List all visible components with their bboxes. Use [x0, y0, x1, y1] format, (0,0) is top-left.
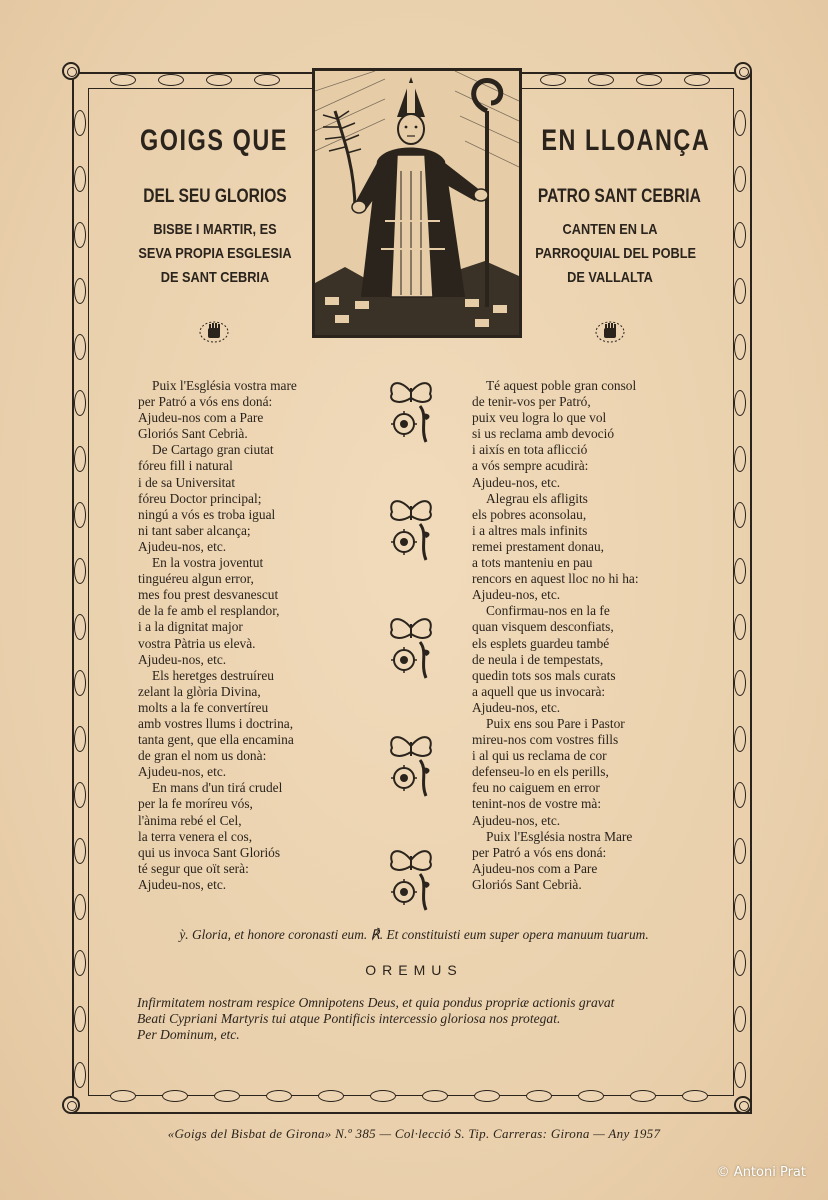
- rose-ornament-icon: [734, 894, 746, 920]
- prayer-text: [137, 995, 614, 1043]
- verses-right-column: [472, 378, 639, 893]
- title-left-line: DE SANT CEBRIA: [160, 269, 270, 286]
- rose-ornament-icon: [74, 1062, 86, 1088]
- rose-ornament-icon: [734, 222, 746, 248]
- verse-line: Ajudeu-nos, etc.: [472, 812, 561, 828]
- title-left-mid: DEL SEU GLORIOS: [143, 186, 287, 207]
- rose-ornament-icon: [588, 74, 614, 86]
- rose-ornament-icon: [734, 278, 746, 304]
- butterfly-flower-icon: [386, 614, 436, 680]
- rose-ornament-icon: [206, 74, 232, 86]
- rose-ornament-icon: [110, 74, 136, 86]
- rose-ornament-icon: [158, 74, 184, 86]
- verse-line: vostra Pàtria us elevà.: [138, 635, 256, 651]
- verse-line: Té aquest poble gran consol: [486, 378, 637, 393]
- verse-line: Confirmau-nos en la fe: [486, 603, 610, 619]
- pointing-hand-ornament-right: [594, 320, 626, 344]
- title-left-line: SEVA PROPIA ESGLESIA: [138, 245, 292, 262]
- verse-line: per Patró a vós ens doná:: [472, 844, 607, 860]
- rose-ornament-icon: [734, 334, 746, 360]
- verse-line: Ajudeu-nos, etc.: [138, 538, 227, 554]
- verse-line: els pobres aconsolau,: [472, 506, 587, 522]
- verse-line: Ajudeu-nos com a Pare: [138, 410, 264, 426]
- verse-line: defenseu-lo en els perills,: [472, 764, 609, 780]
- pointing-hand-ornament-left: [198, 320, 230, 344]
- verse-line: i a altres mals infinits: [472, 522, 588, 538]
- prayer-line: Infirmitatem nostram respice Omnipotens Deus, et quia pondus propriæ actionis gravat: [137, 995, 615, 1010]
- rose-ornament-icon: [474, 1090, 500, 1102]
- verse-line: tinguéreu algun error,: [138, 571, 254, 587]
- verse-line: Ajudeu-nos, etc.: [472, 699, 561, 715]
- verse-line: zelant la glòria Divina,: [138, 683, 261, 699]
- rose-ornament-icon: [734, 502, 746, 528]
- rose-ornament-icon: [74, 838, 86, 864]
- verse-line: Ajudeu-nos, etc.: [138, 764, 227, 780]
- verse-line: per Patró a vós ens doná:: [138, 394, 273, 410]
- rose-ornament-icon: [74, 502, 86, 528]
- rose-ornament-icon: [74, 110, 86, 136]
- verse-line: de tenir-vos per Patró,: [472, 394, 591, 410]
- verse-line: a aquell que us invocarà:: [472, 683, 606, 699]
- verse-line: Ajudeu-nos, etc.: [138, 876, 227, 892]
- imprint-footer: «Goigs del Bisbat de Girona» N.º 385 — Col·lecció S. Tip. Carreras: Girona — Any 1957: [167, 1126, 661, 1141]
- rose-ornament-icon: [214, 1090, 240, 1102]
- rose-ornament-icon: [636, 74, 662, 86]
- verse-line: quedin tots sos mals curats: [472, 667, 616, 683]
- verse-line: Ajudeu-nos com a Pare: [472, 860, 598, 876]
- verse-line: Alegrau els afligits: [486, 490, 588, 506]
- verses-left-column: [138, 378, 297, 893]
- verse-line: i de sa Universitat: [138, 474, 236, 490]
- rose-ornament-icon: [318, 1090, 344, 1102]
- verse-line: En la vostra joventut: [152, 555, 264, 571]
- rose-ornament-icon: [734, 726, 746, 752]
- title-left-line: BISBE I MARTIR, ES: [153, 221, 277, 238]
- verse-line: ni tant saber alcança;: [138, 522, 251, 538]
- verse-line: Puix l'Església nostra Mare: [486, 828, 633, 844]
- rose-ornament-icon: [734, 62, 752, 80]
- verse-line: i a la dignitat major: [138, 619, 243, 635]
- rose-ornament-icon: [74, 614, 86, 640]
- verse-line: i al qui us reclama de cor: [472, 748, 607, 764]
- rose-ornament-icon: [734, 782, 746, 808]
- butterfly-flower-icon: [386, 496, 436, 562]
- butterfly-flower-icon: [386, 378, 436, 444]
- title-right-big: EN LLOANÇA: [541, 124, 711, 157]
- verse-line: ningú a vós es troba igual: [138, 506, 276, 522]
- verse-line: els esplets guardeu també: [472, 635, 610, 651]
- title-left-lines: [118, 218, 312, 290]
- verse-line: De Cartago gran ciutat: [152, 442, 274, 458]
- verse-line: tanta gent, que ella encamina: [138, 732, 294, 748]
- title-right-line: CANTEN EN LA: [562, 221, 658, 238]
- rose-ornament-icon: [734, 390, 746, 416]
- prayer-line: Beati Cypriani Martyris tui atque Pontificis intercessio gloriosa nos protegat.: [137, 1011, 561, 1026]
- rose-ornament-icon: [734, 670, 746, 696]
- versicle-line: ỳ. Gloria, et honore coronasti eum. ℟. Et constituisti eum super opera manuum tuarum.: [179, 927, 649, 942]
- rose-ornament-icon: [734, 1096, 752, 1114]
- verse-line: remei prestament donau,: [472, 538, 604, 554]
- rose-ornament-icon: [422, 1090, 448, 1102]
- verse-line: de la fe amb el resplandor,: [138, 603, 280, 619]
- rose-ornament-icon: [526, 1090, 552, 1102]
- rose-ornament-icon: [162, 1090, 188, 1102]
- rose-ornament-icon: [682, 1090, 708, 1102]
- title-right-line: DE VALLALTA: [567, 269, 653, 286]
- rose-ornament-icon: [540, 74, 566, 86]
- verse-line: Ajudeu-nos, etc.: [472, 587, 561, 603]
- rose-ornament-icon: [74, 390, 86, 416]
- verse-line: fóreu Doctor principal;: [138, 490, 262, 506]
- verse-line: de neula i de tempestats,: [472, 651, 604, 667]
- verse-line: a tots manteniu en pau: [472, 555, 593, 571]
- rose-ornament-icon: [684, 74, 710, 86]
- verse-line: mes fou prest desvanescut: [138, 587, 279, 603]
- verse-line: de gran el nom us donà:: [138, 748, 267, 764]
- verse-line: quan visquem desconfiats,: [472, 619, 614, 635]
- rose-ornament-icon: [74, 670, 86, 696]
- verse-line: puix veu logra lo que vol: [472, 410, 607, 426]
- verse-line: l'ànima rebé el Cel,: [138, 812, 242, 828]
- rose-ornament-icon: [734, 1062, 746, 1088]
- rose-ornament-icon: [74, 1006, 86, 1032]
- verse-line: té segur que oït serà:: [138, 860, 249, 876]
- verse-line: Puix ens sou Pare i Pastor: [486, 715, 625, 731]
- rose-ornament-icon: [734, 1006, 746, 1032]
- rose-ornament-icon: [74, 278, 86, 304]
- rose-ornament-icon: [630, 1090, 656, 1102]
- rose-ornament-icon: [266, 1090, 292, 1102]
- rose-ornament-icon: [734, 838, 746, 864]
- verse-line: per la fe moríreu vós,: [138, 796, 253, 812]
- rose-ornament-icon: [74, 782, 86, 808]
- rose-ornament-icon: [62, 1096, 80, 1114]
- rose-ornament-icon: [734, 558, 746, 584]
- verse-line: mireu-nos com vostres fills: [472, 732, 619, 748]
- rose-ornament-icon: [110, 1090, 136, 1102]
- verse-line: Gloriós Sant Cebrià.: [472, 876, 582, 892]
- verse-line: Ajudeu-nos, etc.: [138, 651, 227, 667]
- rose-ornament-icon: [74, 334, 86, 360]
- rose-ornament-icon: [74, 894, 86, 920]
- verse-line: la terra venera el cos,: [138, 828, 253, 844]
- rose-ornament-icon: [74, 222, 86, 248]
- rose-ornament-icon: [74, 446, 86, 472]
- rose-ornament-icon: [734, 166, 746, 192]
- butterfly-flower-icon: [386, 846, 436, 912]
- verse-line: Els heretges destruíreu: [152, 667, 274, 683]
- verse-line: rencors en aquest lloc no hi ha:: [472, 571, 639, 587]
- saint-bishop-figure: [315, 71, 519, 335]
- rose-ornament-icon: [734, 614, 746, 640]
- oremus-heading: OREMUS: [365, 962, 463, 978]
- verse-line: En mans d'un tirá crudel: [152, 780, 283, 796]
- verse-line: tenint-nos de vostre mà:: [472, 796, 602, 812]
- verse-line: fóreu fill i natural: [138, 458, 233, 474]
- verse-line: feu no caiguem en error: [472, 780, 600, 796]
- rose-ornament-icon: [734, 446, 746, 472]
- title-left-big-wrap: [116, 124, 312, 158]
- rose-ornament-icon: [734, 110, 746, 136]
- rose-ornament-icon: [62, 62, 80, 80]
- title-left-mid-wrap: [118, 186, 312, 208]
- title-right-line: PARROQUIAL DEL POBLE: [535, 245, 697, 262]
- verse-line: qui us invoca Sant Gloriós: [138, 844, 281, 860]
- butterfly-flower-icon: [386, 732, 436, 798]
- verse-line: Gloriós Sant Cebrià.: [138, 426, 248, 442]
- rose-ornament-icon: [74, 166, 86, 192]
- rose-ornament-icon: [578, 1090, 604, 1102]
- verse-line: i aixís en tota aflicció: [472, 442, 588, 458]
- rose-ornament-icon: [74, 726, 86, 752]
- title-right-lines: [522, 218, 698, 290]
- saint-woodcut-image: [312, 68, 522, 338]
- verse-line: Puix l'Església vostra mare: [152, 378, 297, 393]
- title-right-mid-wrap: [522, 186, 701, 208]
- verse-line: si us reclama amb devoció: [472, 426, 615, 442]
- verse-line: Ajudeu-nos, etc.: [472, 474, 561, 490]
- rose-ornament-icon: [370, 1090, 396, 1102]
- verse-line: molts a la fe convertíreu: [138, 699, 269, 715]
- title-left-big: GOIGS QUE: [140, 124, 288, 157]
- rose-ornament-icon: [254, 74, 280, 86]
- title-right-mid: PATRO SANT CEBRIA: [537, 186, 701, 207]
- rose-ornament-icon: [74, 558, 86, 584]
- verse-line: a vós sempre acudirà:: [472, 458, 589, 474]
- title-right-big-wrap: [522, 124, 711, 158]
- prayer-line: Per Dominum, etc.: [137, 1027, 240, 1042]
- copyright-credit: © Antoni Prat: [716, 1165, 806, 1180]
- verse-line: amb vostres llums i doctrina,: [138, 715, 294, 731]
